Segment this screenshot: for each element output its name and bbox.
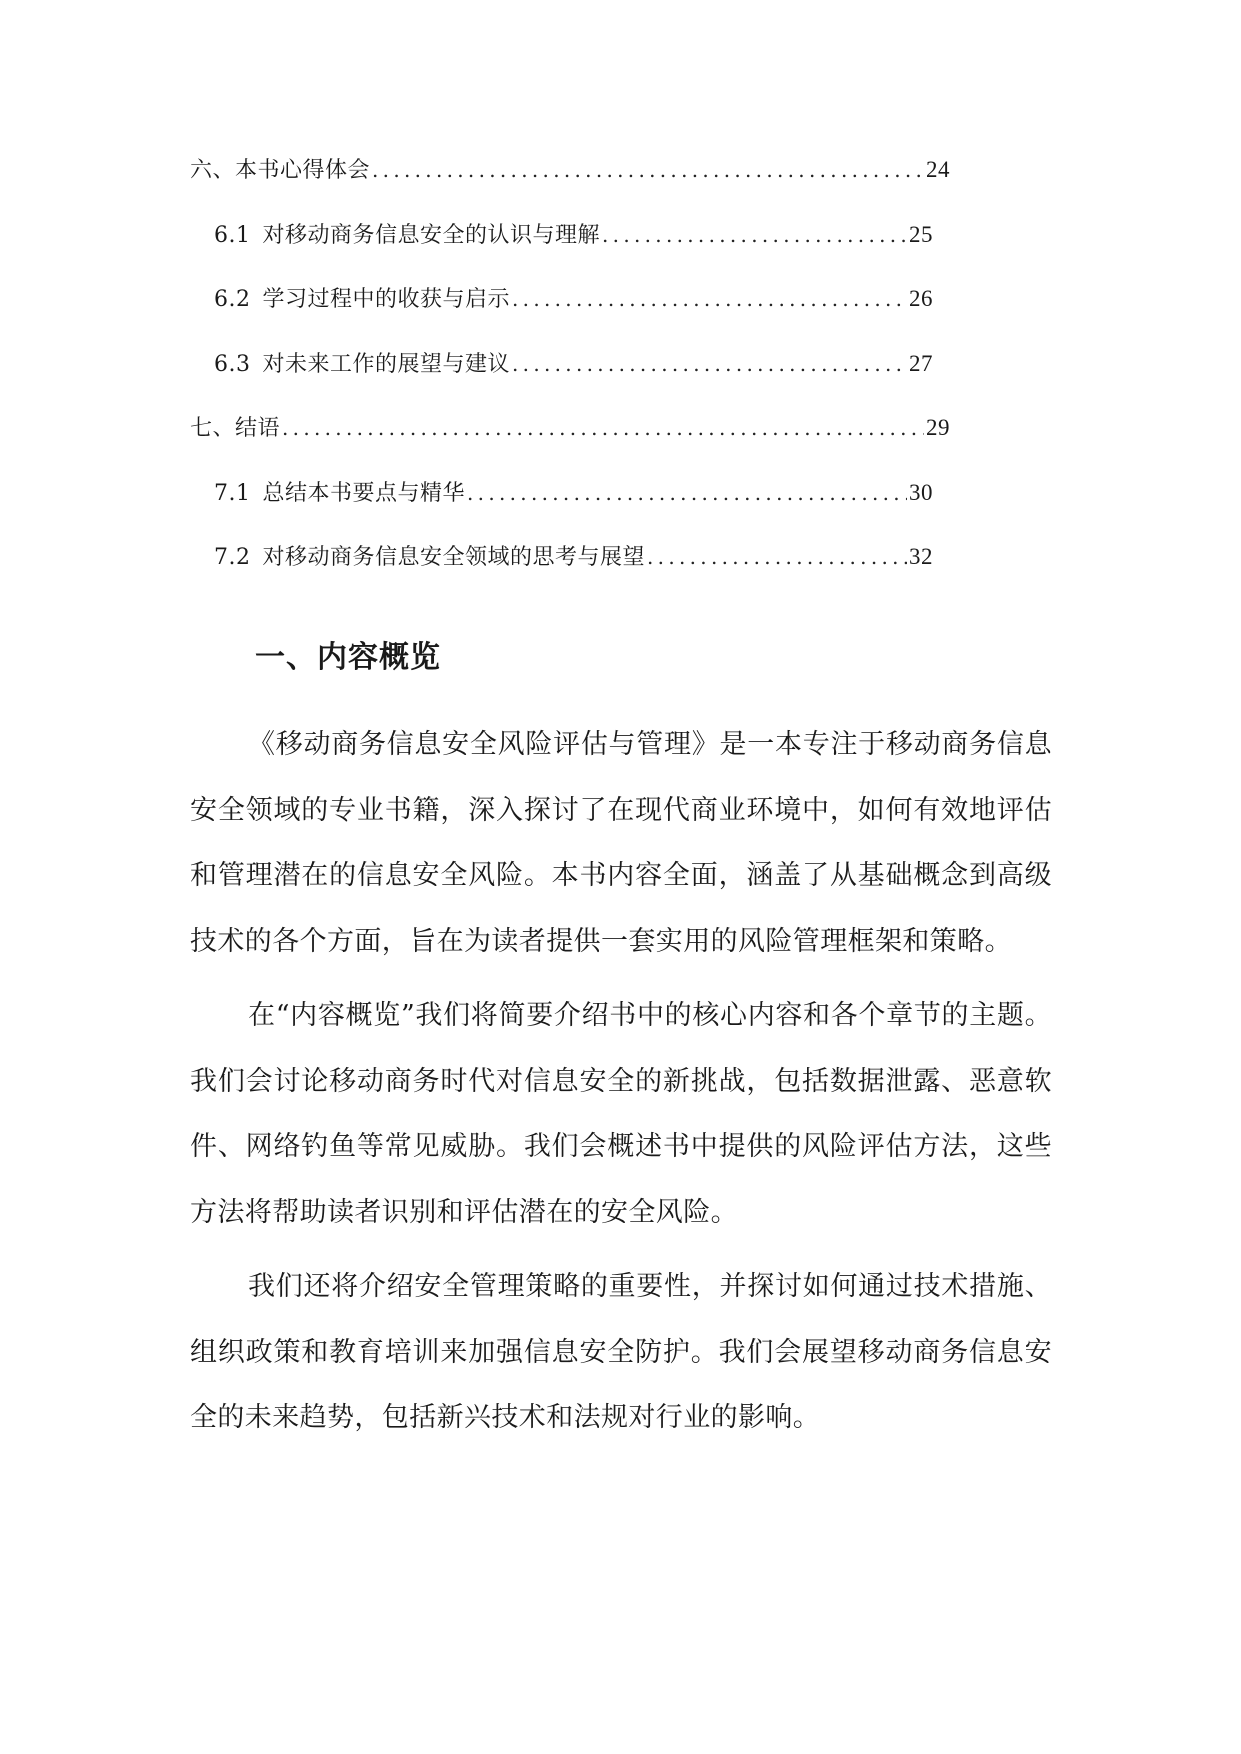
toc-leader-dots xyxy=(372,150,924,190)
table-of-contents xyxy=(190,150,950,602)
toc-title: 六、本书心得体会 xyxy=(190,158,371,183)
toc-section-number: 7.2 xyxy=(214,545,251,570)
toc-section-number: 7.1 xyxy=(214,480,251,506)
toc-leader-dots xyxy=(512,279,907,319)
toc-page-number: 32 xyxy=(909,544,933,569)
toc-leader-dots xyxy=(602,215,907,255)
toc-title: 对移动商务信息安全的认识与理解 xyxy=(262,222,601,248)
section-heading: 一、内容概览 xyxy=(255,640,441,675)
toc-entry-6-3[interactable] xyxy=(190,344,950,409)
toc-section-number: 6.2 xyxy=(214,287,251,312)
toc-leader-dots xyxy=(512,344,907,384)
section-body xyxy=(190,712,1052,1460)
toc-title: 对未来工作的展望与建议 xyxy=(262,351,511,377)
toc-title: 总结本书要点与精华 xyxy=(262,480,466,506)
toc-entry-7-2[interactable] xyxy=(190,537,950,602)
toc-leader-dots xyxy=(282,408,924,448)
toc-page-number: 27 xyxy=(909,350,933,376)
toc-entry-chapter-7[interactable] xyxy=(190,408,950,473)
toc-entry-6-2[interactable] xyxy=(190,279,950,344)
body-paragraph: 在“内容概览”我们将简要介绍书中的核心内容和各个章节的主题。我们会讨论移动商务时代对信息安全的新挑战，包括数据泄露、恶意软件、网络钓鱼等常见威胁。我们会概述书中提供的风险评估方法，这些方法将帮助读者识别和评估潜在的安全风险。 xyxy=(190,1000,1052,1228)
toc-title: 七、结语 xyxy=(190,416,281,441)
toc-leader-dots xyxy=(467,473,907,513)
toc-title: 对移动商务信息安全领域的思考与展望 xyxy=(262,545,646,570)
body-paragraph: 《移动商务信息安全风险评估与管理》是一本专注于移动商务信息安全领域的专业书籍，深入探讨了在现代商业环境中，如何有效地评估和管理潜在的信息安全风险。本书内容全面，涵盖了从基础概念到高级技术的各个方面，旨在为读者提供一套实用的风险管理框架和策略。 xyxy=(190,729,1052,957)
toc-page-number: 24 xyxy=(926,157,950,182)
toc-leader-dots xyxy=(647,537,907,577)
toc-page-number: 26 xyxy=(909,286,933,311)
toc-title: 学习过程中的收获与启示 xyxy=(262,287,511,312)
toc-page-number: 29 xyxy=(926,415,950,440)
toc-section-number: 6.3 xyxy=(214,351,251,377)
body-paragraph: 我们还将介绍安全管理策略的重要性，并探讨如何通过技术措施、组织政策和教育培训来加强信息安全防护。我们会展望移动商务信息安全的未来趋势，包括新兴技术和法规对行业的影响。 xyxy=(190,1271,1052,1433)
toc-entry-chapter-6[interactable] xyxy=(190,150,950,215)
toc-entry-6-1[interactable] xyxy=(190,215,950,280)
toc-section-number: 6.1 xyxy=(214,222,251,248)
toc-entry-7-1[interactable] xyxy=(190,473,950,538)
toc-page-number: 25 xyxy=(909,221,933,247)
toc-page-number: 30 xyxy=(909,479,933,505)
